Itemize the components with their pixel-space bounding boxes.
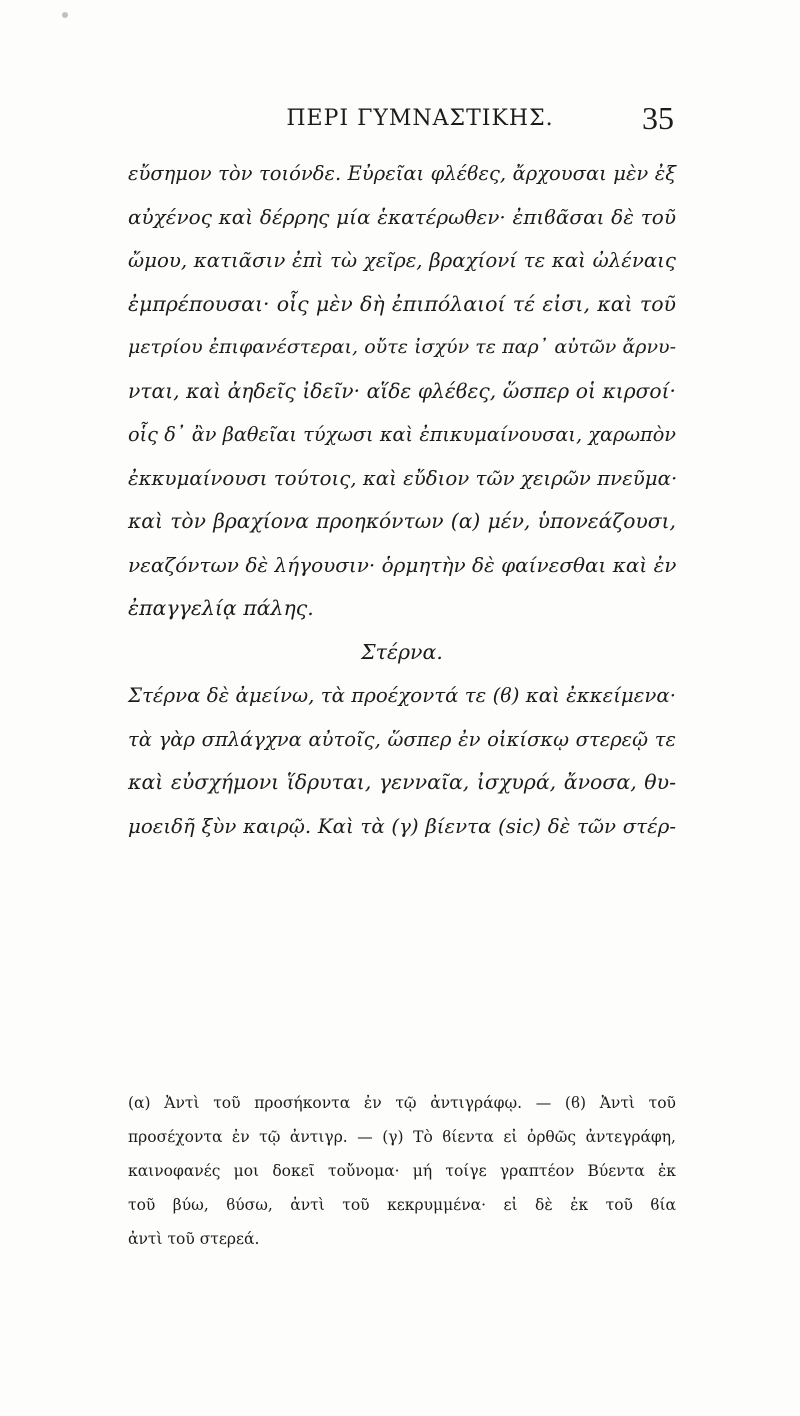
page-number: 35 (642, 100, 674, 136)
main-text (128, 152, 676, 848)
footnote-line: ἀντὶ τοῦ στερεά. (128, 1230, 260, 1248)
text-line: τὰ γὰρ σπλάγχνα αὐτοῖς, ὥσπερ ἐν οἰκίσκῳ στερεῷ τε (128, 727, 676, 751)
text-line: Στέρνα δὲ ἀμείνω, τὰ προέχοντά τε (ϐ) καὶ ἐκκείμενα· (128, 684, 676, 707)
text-line: νεαζόντων δὲ λήγουσιν· ὁρμητὴν δὲ φαίνεσθαι καὶ ἐν (128, 552, 677, 577)
paragraph (128, 674, 676, 848)
text-line: μοειδῆ ξὺν καιρῷ. Καὶ τὰ (γ) βίεντα (sic) δὲ τῶν στέρ- (128, 814, 676, 838)
paragraph (128, 152, 676, 631)
text-line: οἷς δ᾽ ἂν βαθεῖαι τύχωσι καὶ ἐπικυμαίνουσαι, χαρωπὸν (128, 423, 676, 446)
text-line: καὶ εὐσχήμονι ἵδρυται, γενναῖα, ἰσχυρά, ἄνοσα, θυ- (128, 770, 676, 794)
ink-spot (62, 12, 68, 18)
text-line: εὔσημον τὸν τοιόνδε. Εὐρεῖαι φλέϐες, ἄρχουσαι μὲν ἐξ (128, 162, 676, 185)
footnote-line: τοῦ βύω, ϐύσω, ἀντὶ τοῦ κεκρυμμένα· εἰ δὲ ἐκ τοῦ ϐία (128, 1196, 676, 1214)
text-line: αὐχένος καὶ δέρρης μία ἑκατέρωθεν· ἐπιϐᾶσαι δὲ τοῦ (128, 204, 676, 229)
text-line: ὤμου, κατιᾶσιν ἐπὶ τὼ χεῖρε, βραχίονί τε καὶ ὠλέναις (128, 249, 676, 272)
footnote-line: (α) Ἀντὶ τοῦ προσήκοντα ἐν τῷ ἀντιγράφῳ. — (ϐ) Ἀντὶ τοῦ (128, 1094, 676, 1112)
text-line: ἐπαγγελίᾳ πάλης. (128, 596, 314, 620)
text-line: ἐμπρέπουσαι· οἷς μὲν δὴ ἐπιπόλαιοί τέ εἰσι, καὶ τοῦ (128, 291, 676, 316)
page-header (166, 98, 674, 148)
text-line: νται, καὶ ἀηδεῖς ἰδεῖν· αἵδε φλέϐες, ὥσπερ οἱ κιρσοί· (128, 378, 676, 403)
footnotes (128, 1086, 676, 1256)
running-head: ΠΕΡΙ ΓΥΜΝΑΣΤΙΚΗΣ. (286, 106, 554, 131)
section-heading: Στέρνα. (361, 639, 443, 664)
text-line: καὶ τὸν βραχίονα προηκόντων (α) μέν, ὑπονεάζουσι, (128, 509, 676, 533)
text-line: ἐκκυμαίνουσι τούτοις, καὶ εὔδιον τῶν χειρῶν πνεῦμα· (128, 466, 678, 490)
footnote-line: προσέχοντα ἐν τῷ ἀντιγρ. — (γ) Τὸ ϐίεντα εἰ ὀρθῶς ἀντεγράφη, (128, 1128, 676, 1146)
text-line: μετρίου ἐπιφανέστεραι, οὔτε ἰσχύν τε παρ᾽ αὐτῶν ἄρνυ- (128, 336, 676, 358)
footnote-line: καινοφανές μοι δοκεῖ τοὔνομα· μή τοίγε γραπτέον Βύεντα ἐκ (128, 1162, 676, 1180)
